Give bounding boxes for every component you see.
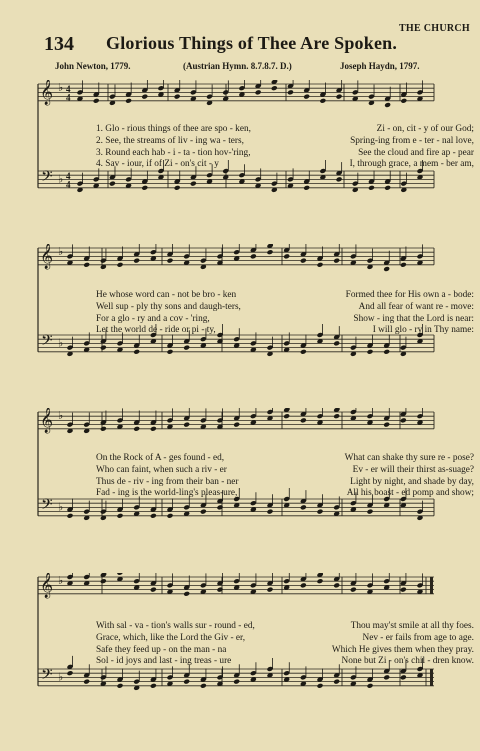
note-head bbox=[368, 185, 375, 191]
lyric-phrase: And all fear of want re - move: bbox=[358, 301, 474, 312]
lyric-phrase: Ev - er will their thirst as-suage? bbox=[352, 464, 474, 475]
note-head bbox=[93, 98, 100, 104]
lyric-phrase: Thus de - riv - ing from their ban - ner bbox=[96, 476, 239, 487]
lyric-phrase: He whose word can - not be bro - ken bbox=[96, 290, 237, 300]
note-head bbox=[117, 683, 124, 689]
lyric-phrase: 1. Glo - rious things of thee are spo - ken, bbox=[96, 124, 251, 134]
note-head bbox=[167, 513, 174, 519]
note-head bbox=[267, 587, 274, 593]
bass-clef-icon: 𝄢 bbox=[41, 496, 53, 517]
note-head bbox=[183, 591, 190, 597]
lyric-phrase: Well sup - ply thy sons and daugh-ters, bbox=[96, 301, 241, 312]
flat-icon: ♭ bbox=[58, 172, 64, 186]
hymn-number: 134 bbox=[44, 33, 74, 55]
lyrics-block-3 bbox=[96, 453, 474, 500]
note-head bbox=[183, 422, 190, 428]
lyric-phrase: Grace, which, like the Lord the Giv - er, bbox=[96, 632, 246, 643]
note-head bbox=[117, 573, 124, 576]
note-head bbox=[400, 417, 407, 423]
note-head bbox=[83, 262, 90, 268]
lyric-phrase: I will glo - ry in Thy name: bbox=[372, 325, 474, 336]
author-credit: John Newton, 1779. bbox=[55, 61, 131, 71]
lyric-phrase: Sol - id joys and last - ing treas - ure bbox=[96, 656, 232, 667]
lyric-phrase: Nev - er fails from age to age. bbox=[362, 632, 474, 643]
note-head bbox=[150, 426, 157, 432]
note-head bbox=[300, 417, 307, 423]
note-head bbox=[255, 89, 262, 95]
lyric-phrase: 3. Round each hab - i - ta - tion hov-'ring, bbox=[96, 147, 251, 158]
flat-icon: ♭ bbox=[58, 81, 64, 95]
note-head bbox=[383, 349, 390, 355]
lyric-phrase: Let the world de - ride or pi - ty, bbox=[96, 325, 216, 336]
note-head bbox=[174, 94, 181, 100]
note-head bbox=[400, 674, 407, 680]
treble-clef-icon: 𝄞 bbox=[40, 80, 54, 105]
treble-clef-icon: 𝄞 bbox=[40, 244, 54, 269]
time-signature: 4 bbox=[66, 84, 71, 94]
lyric-line bbox=[96, 633, 474, 645]
note-head bbox=[333, 679, 340, 685]
lyric-line bbox=[96, 645, 474, 657]
lyric-phrase: Which He gives them when they pray. bbox=[331, 644, 474, 655]
note-head bbox=[167, 258, 174, 264]
note-head bbox=[233, 679, 240, 685]
lyric-phrase: With sal - va - tion's walls sur - round - ed, bbox=[96, 621, 255, 631]
note-head bbox=[117, 513, 124, 519]
note-head bbox=[300, 504, 307, 510]
lyrics-block-2 bbox=[96, 290, 474, 337]
note-head bbox=[303, 94, 310, 100]
treble-clef-icon: 𝄞 bbox=[40, 408, 54, 433]
lyric-phrase: All his boast - ed pomp and show; bbox=[346, 488, 474, 499]
note-head bbox=[303, 185, 310, 191]
flat-icon: ♭ bbox=[58, 670, 64, 684]
note-head bbox=[367, 349, 374, 355]
lyric-phrase: What can shake thy sure re - pose? bbox=[344, 453, 474, 463]
note-head bbox=[336, 94, 343, 100]
music-system-4 bbox=[36, 573, 474, 713]
note-head bbox=[319, 98, 326, 104]
note-head bbox=[67, 513, 74, 519]
section-heading: THE CHURCH bbox=[398, 23, 470, 34]
note-head bbox=[283, 253, 290, 259]
lyric-phrase: I, through grace, a mem - ber am, bbox=[349, 159, 474, 170]
note-head bbox=[83, 679, 90, 685]
lyric-line bbox=[96, 656, 474, 668]
note-head bbox=[300, 258, 307, 264]
note-head bbox=[400, 98, 407, 104]
note-head bbox=[317, 683, 324, 689]
final-barline bbox=[430, 669, 433, 686]
tune-name: (Austrian Hymn. 8.7.8.7. D.) bbox=[183, 61, 292, 71]
note-head bbox=[125, 98, 132, 104]
lyric-phrase: Show - ing that the Lord is near: bbox=[353, 313, 474, 324]
note-head bbox=[267, 249, 274, 255]
lyric-line bbox=[96, 159, 474, 171]
lyric-line bbox=[96, 488, 474, 500]
note-head bbox=[133, 426, 140, 432]
lyrics-block-4 bbox=[96, 621, 474, 668]
note-head bbox=[383, 422, 390, 428]
lyric-phrase: None but Zi - on's chil - dren know. bbox=[341, 656, 474, 667]
music-system-1 bbox=[36, 80, 474, 215]
treble-clef-icon: 𝄞 bbox=[40, 573, 54, 598]
lyric-phrase: Who can faint, when such a riv - er bbox=[96, 464, 227, 475]
lyric-phrase: Formed thee for His own a - bode: bbox=[345, 290, 474, 300]
note-head bbox=[150, 587, 157, 593]
lyric-phrase: 2. See, the streams of liv - ing wa - ters, bbox=[96, 135, 244, 146]
note-head bbox=[200, 509, 207, 515]
note-head bbox=[141, 185, 148, 191]
lyric-phrase: Spring-ing from e - ter - nal love, bbox=[350, 135, 474, 146]
note-head bbox=[100, 426, 107, 432]
note-head bbox=[150, 513, 157, 519]
flat-icon: ♭ bbox=[58, 500, 64, 514]
lyric-line bbox=[96, 302, 474, 314]
note-head bbox=[183, 345, 190, 351]
note-head bbox=[333, 413, 340, 419]
lyric-line bbox=[96, 621, 474, 633]
note-head bbox=[300, 349, 307, 355]
note-head bbox=[141, 94, 148, 100]
note-head bbox=[250, 253, 257, 259]
note-head bbox=[336, 176, 343, 182]
note-head bbox=[133, 258, 140, 264]
flat-icon: ♭ bbox=[58, 336, 64, 350]
lyric-phrase: For a glo - ry and a cov - 'ring, bbox=[96, 313, 210, 324]
note-head bbox=[333, 258, 340, 264]
note-head bbox=[333, 340, 340, 346]
note-head bbox=[167, 349, 174, 355]
note-head bbox=[150, 683, 157, 689]
note-head bbox=[384, 185, 391, 191]
note-head bbox=[100, 578, 107, 584]
note-head bbox=[200, 683, 207, 689]
lyric-line bbox=[96, 124, 474, 136]
note-head bbox=[317, 509, 324, 515]
note-head bbox=[383, 266, 390, 272]
flat-icon: ♭ bbox=[58, 409, 64, 423]
lyric-phrase: Safe they feed up - on the man - na bbox=[96, 644, 227, 655]
lyric-line bbox=[96, 136, 474, 148]
lyric-phrase: Zi - on, cit - y of our God; bbox=[376, 124, 474, 134]
note-head bbox=[400, 262, 407, 268]
lyric-phrase: On the Rock of A - ges found - ed, bbox=[96, 453, 225, 463]
lyrics-block-1 bbox=[96, 124, 474, 171]
composer-credit: Joseph Haydn, 1797. bbox=[340, 61, 420, 71]
note-head bbox=[383, 674, 390, 680]
lyric-line bbox=[96, 465, 474, 477]
lyric-line bbox=[96, 314, 474, 326]
lyric-line bbox=[96, 325, 474, 337]
flat-icon: ♭ bbox=[58, 574, 64, 588]
final-barline bbox=[430, 577, 433, 594]
bass-clef-icon: 𝄢 bbox=[41, 666, 53, 687]
hymn-title: Glorious Things of Thee Are Spoken. bbox=[106, 33, 398, 53]
note-head bbox=[367, 683, 374, 689]
lyric-phrase: 4. Sav - iour, if of Zi - on's cit - y bbox=[96, 159, 219, 170]
music-system-3 bbox=[36, 408, 474, 543]
note-head bbox=[100, 345, 107, 351]
note-head bbox=[109, 181, 116, 187]
note-head bbox=[287, 89, 294, 95]
note-head bbox=[350, 587, 357, 593]
lyric-phrase: See the cloud and fire ap - pear bbox=[358, 147, 474, 158]
note-head bbox=[271, 85, 278, 91]
note-head bbox=[283, 413, 290, 419]
note-head bbox=[233, 422, 240, 428]
note-head bbox=[174, 185, 181, 191]
note-head bbox=[400, 587, 407, 593]
lyric-line bbox=[96, 477, 474, 489]
lyric-line bbox=[96, 148, 474, 160]
lyric-phrase: Fad - ing is the world-ling's pleas-ure, bbox=[96, 488, 238, 499]
lyric-phrase: Thou may'st smile at all thy foes. bbox=[350, 621, 474, 631]
note-head bbox=[67, 670, 74, 676]
bass-clef-icon: 𝄢 bbox=[41, 168, 53, 189]
note-head bbox=[384, 102, 391, 108]
time-signature: 4 bbox=[66, 179, 71, 190]
time-signature: 4 bbox=[66, 171, 71, 181]
note-head bbox=[190, 181, 197, 187]
note-head bbox=[300, 582, 307, 588]
note-head bbox=[317, 578, 324, 584]
time-signature: 4 bbox=[66, 92, 71, 103]
note-head bbox=[183, 679, 190, 685]
note-head bbox=[267, 509, 274, 515]
lyric-line bbox=[96, 453, 474, 465]
music-system-2 bbox=[36, 244, 474, 379]
note-head bbox=[117, 262, 124, 268]
lyric-phrase: Light by night, and shade by day, bbox=[350, 476, 474, 487]
bass-clef-icon: 𝄢 bbox=[41, 332, 53, 353]
note-head bbox=[333, 582, 340, 588]
note-head bbox=[317, 262, 324, 268]
note-head bbox=[133, 349, 140, 355]
note-head bbox=[367, 509, 374, 515]
flat-icon: ♭ bbox=[58, 245, 64, 259]
lyric-line bbox=[96, 290, 474, 302]
